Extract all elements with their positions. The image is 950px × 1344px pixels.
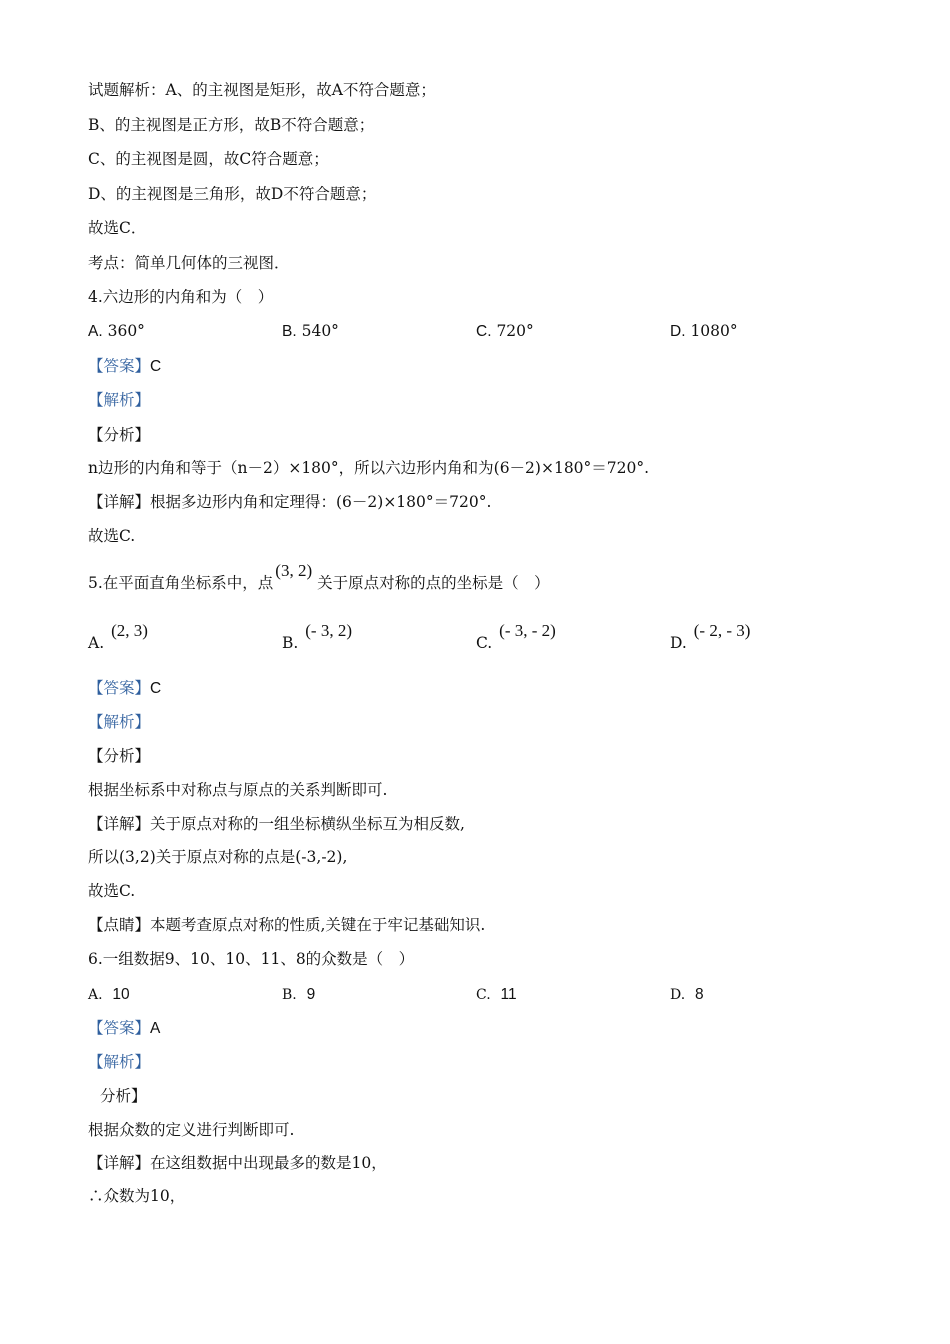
q6-option-d: D. 8 [670,986,704,1003]
q4-analysis-tag: 【解析】 [88,391,151,409]
q6-fenxi-tag: 分析】 [100,1087,147,1105]
q6-analysis-tag: 【解析】 [88,1053,151,1071]
q4-option-b: B. 540° [282,322,339,340]
q5-option-c: C. (- 3, - 2) [476,621,556,652]
prev-explanation-line-1: 试题解析：A、的主视图是矩形，故A不符合题意； [88,81,436,99]
prev-conclusion: 故选C． [88,219,147,237]
q4-stem: 4.六边形的内角和为（ ） [88,288,274,306]
q5-option-d: D. (- 2, - 3) [670,621,751,652]
q5-conclusion: 故选C. [88,882,136,900]
prev-explanation-line-2: B、的主视图是正方形，故B不符合题意； [88,116,375,134]
q5-analysis-tag: 【解析】 [88,713,151,731]
q5-answer: 【答案】C [88,679,162,697]
q4-option-d: D. 1080° [670,322,738,340]
q4-conclusion: 故选C. [88,527,136,545]
q6-option-a: A. 10 [88,986,130,1003]
q6-fenxi-text: 根据众数的定义进行判断即可. [88,1121,295,1139]
q4-fenxi-tag: 【分析】 [88,426,151,444]
q6-detail: 【详解】在这组数据中出现最多的数是10， [88,1154,387,1172]
q5-fenxi-text: 根据坐标系中对称点与原点的关系判断即可. [88,781,388,799]
prev-kaodian: 考点：简单几何体的三视图． [88,254,290,272]
q5-option-b: B. (- 3, 2) [282,621,352,652]
q5-fenxi-tag: 【分析】 [88,747,151,765]
q6-stem: 6.一组数据9、10、10、11、8的众数是（ ） [88,950,415,968]
prev-explanation-line-3: C、的主视图是圆，故C符合题意； [88,150,329,168]
q5-option-a: A. (2, 3) [88,621,148,652]
prev-explanation-line-4: D、的主视图是三角形，故D不符合题意； [88,185,377,203]
q4-option-a: A. 360° [88,322,145,340]
q5-point: (3, 2) [275,561,313,580]
q5-detail: 【详解】关于原点对称的一组坐标横纵坐标互为相反数, [88,815,465,833]
q6-detail-2: ∴众数为10， [88,1187,186,1205]
q6-option-c: C. 11 [476,986,517,1003]
q4-detail: 【详解】根据多边形内角和定理得：(6－2)×180°＝720°. [88,493,492,511]
q5-stem: 5.在平面直角坐标系中，点(3, 2) 关于原点对称的点的坐标是（ ） [88,561,550,592]
q4-option-c: C. 720° [476,322,534,340]
q4-fenxi-text: n边形的内角和等于（n－2）×180°，所以六边形内角和为(6－2)×180°＝720°. [88,459,650,477]
q6-answer: 【答案】A [88,1019,161,1037]
q5-dianjing: 【点睛】本题考查原点对称的性质,关键在于牢记基础知识. [88,916,486,934]
q4-answer: 【答案】C [88,357,162,375]
q6-option-b: B. 9 [282,986,316,1003]
q5-detail-2: 所以(3,2)关于原点对称的点是(-3,-2), [88,848,348,866]
